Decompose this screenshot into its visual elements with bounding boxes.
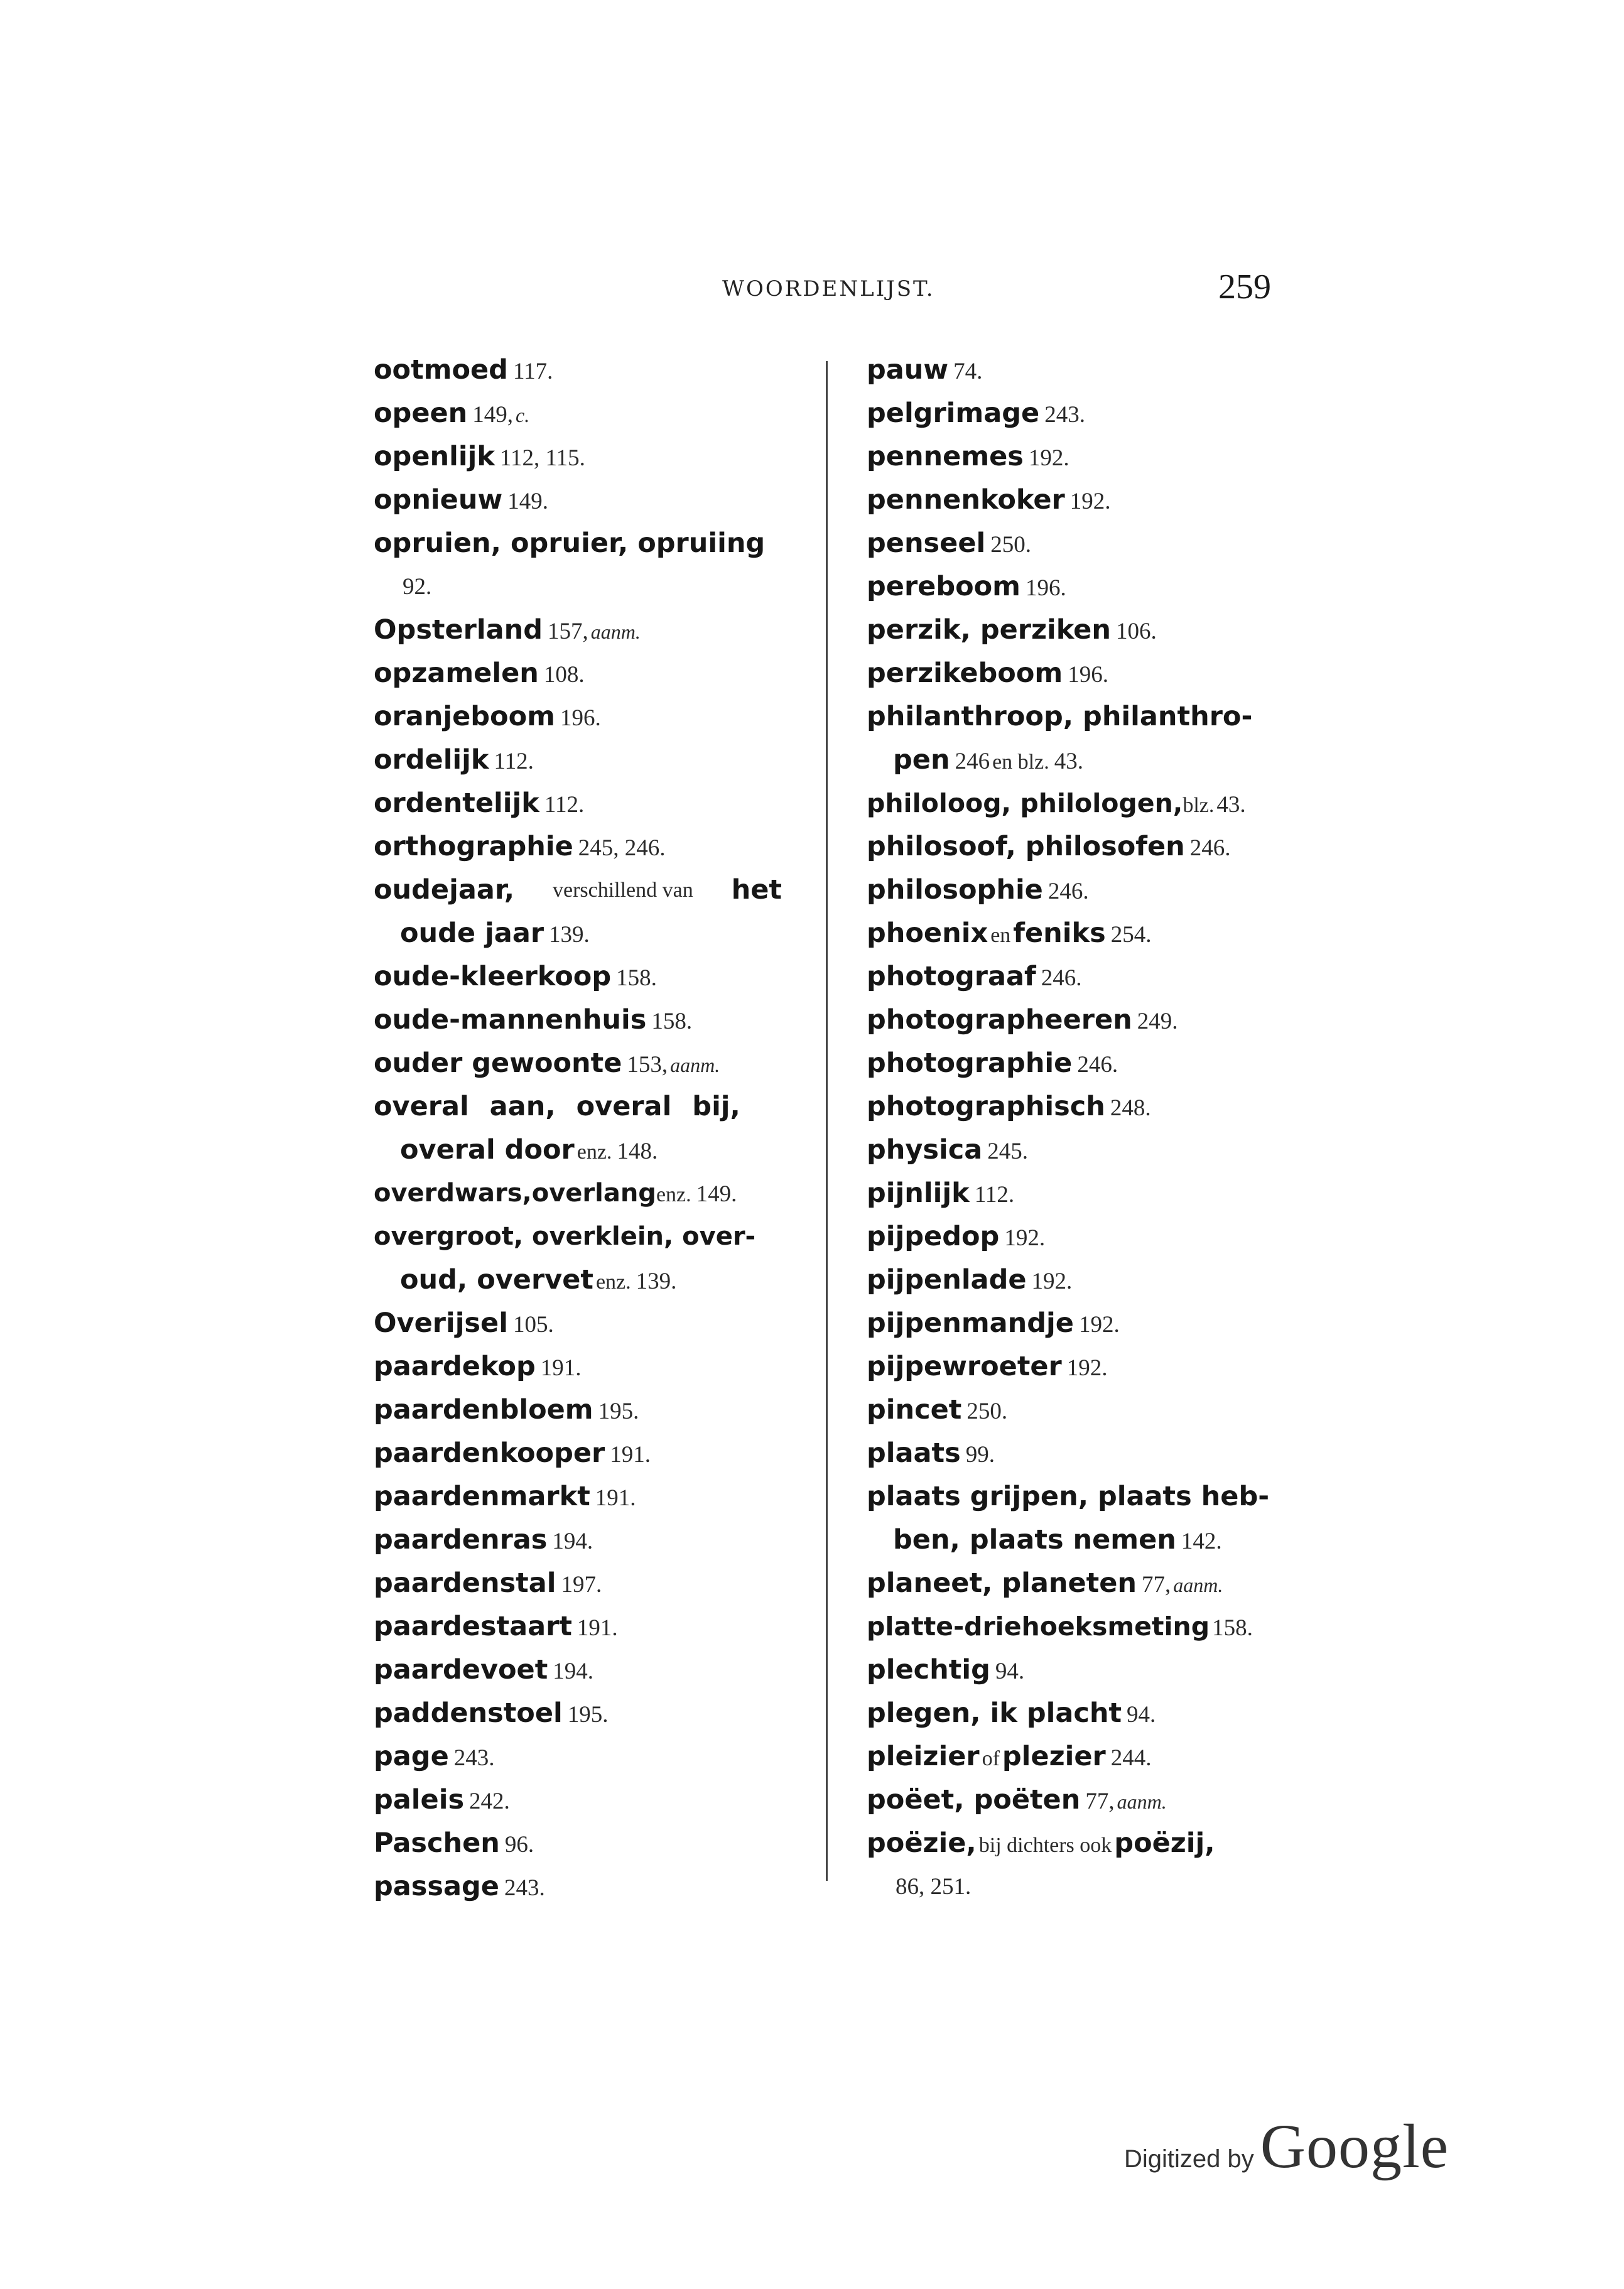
page-ref: 195. <box>598 1399 639 1424</box>
note: bij dichters ook <box>978 1834 1112 1857</box>
headword-part: het <box>731 874 782 906</box>
list-item <box>374 869 782 955</box>
page-ref: 194. <box>552 1529 593 1554</box>
page-ref: 194. <box>553 1659 594 1684</box>
headword-part: pen <box>893 744 950 776</box>
headword: oude-kleerkoop <box>374 961 612 992</box>
headword: Overijsel <box>374 1307 508 1339</box>
headword: poëet, poëten <box>867 1784 1081 1816</box>
list-item <box>374 435 782 479</box>
headword: pennemes <box>867 441 1024 472</box>
list-item <box>867 998 1287 1042</box>
page-ref: 112. <box>494 749 534 774</box>
headword: paleis <box>374 1784 465 1816</box>
headword-part: feniks <box>1013 917 1106 949</box>
list-item <box>867 1302 1287 1345</box>
list-item <box>867 695 1287 782</box>
headword: paardenstal <box>374 1567 556 1599</box>
note: aanm. <box>670 1054 720 1076</box>
list-item <box>867 912 1287 955</box>
headword: oranjeboom <box>374 701 555 732</box>
headword: paardenbloem <box>374 1394 593 1426</box>
list-item <box>374 825 782 869</box>
page-ref: 243. <box>1044 402 1085 428</box>
list-item <box>374 1042 782 1085</box>
headword: pijpedop <box>867 1221 1000 1252</box>
page-ref: 148. <box>617 1139 658 1164</box>
page-ref: 197. <box>561 1572 602 1598</box>
page-ref: 243. <box>504 1875 545 1901</box>
page-ref: 74. <box>953 359 983 384</box>
list-item <box>374 1432 782 1475</box>
page-ref: 139. <box>636 1269 677 1294</box>
page-ref: 92. <box>403 574 432 600</box>
page-ref: 149. <box>696 1181 737 1207</box>
page-ref: 149. <box>507 489 548 514</box>
page-ref: 117. <box>512 359 553 384</box>
list-item <box>867 435 1287 479</box>
list-item <box>374 1692 782 1735</box>
list-item <box>374 1605 782 1648</box>
page-ref: 250. <box>966 1399 1008 1424</box>
page-ref: 244. <box>1110 1745 1152 1771</box>
page-ref: 86, 251. <box>896 1874 972 1900</box>
headword-part: oude jaar <box>400 917 544 949</box>
headword: opzamelen <box>374 657 539 689</box>
page-ref: 192. <box>1004 1225 1046 1251</box>
list-item <box>374 609 782 652</box>
list-item <box>867 1778 1287 1822</box>
list-item <box>374 392 782 435</box>
list-item <box>867 1735 1287 1778</box>
headword: photographeeren <box>867 1004 1132 1036</box>
page-ref: 191. <box>540 1355 582 1381</box>
list-item <box>374 998 782 1042</box>
list-item <box>374 522 782 609</box>
note: enz. <box>595 1270 631 1294</box>
page-number: 259 <box>1218 268 1271 306</box>
headword: paardestaart <box>374 1611 572 1642</box>
page-ref: 43. <box>1054 749 1083 774</box>
list-item <box>867 1042 1287 1085</box>
headword: paardenmarkt <box>374 1481 590 1512</box>
headword: perzikeboom <box>867 657 1063 689</box>
headword: ordentelijk <box>374 787 539 819</box>
list-item <box>867 565 1287 609</box>
headword: pincet <box>867 1394 962 1426</box>
headword: plaats grijpen, plaats heb- <box>867 1481 1270 1512</box>
page-ref: 112. <box>544 792 585 818</box>
page-ref: 254. <box>1110 922 1152 948</box>
left-column <box>374 349 782 1908</box>
headword: Paschen <box>374 1827 500 1859</box>
list-item <box>867 782 1287 825</box>
note: en blz. <box>992 750 1049 774</box>
column-divider <box>826 361 828 1881</box>
list-item <box>867 1432 1287 1475</box>
page-ref: 196. <box>560 705 601 731</box>
headword-part: overal door <box>400 1134 575 1166</box>
headword: pennenkoker <box>867 484 1065 516</box>
page-ref: 158. <box>1212 1615 1253 1641</box>
right-column <box>867 349 1287 1908</box>
page-ref: 158. <box>651 1009 693 1034</box>
headword: paddenstoel <box>374 1697 563 1729</box>
headword: oude-mannenhuis <box>374 1004 647 1036</box>
list-item <box>867 479 1287 522</box>
page-ref: 192. <box>1066 1355 1108 1381</box>
headword: philanthroop, philanthro- <box>867 701 1253 732</box>
headword: ordelijk <box>374 744 489 776</box>
headword: pauw <box>867 354 949 386</box>
page-ref: 94. <box>1127 1702 1156 1728</box>
headword-part: plezier <box>1002 1741 1106 1772</box>
headword: phoenix <box>867 917 988 949</box>
list-item <box>374 1518 782 1562</box>
note: c. <box>516 404 530 426</box>
list-item <box>867 1692 1287 1735</box>
page-ref: 250. <box>990 532 1031 558</box>
headword: orthographie <box>374 831 573 862</box>
page-ref: 243. <box>453 1745 495 1771</box>
headword: perzik, perziken <box>867 614 1111 646</box>
headword: passage <box>374 1871 499 1902</box>
page-ref: 149, <box>472 402 514 428</box>
headword: photographisch <box>867 1091 1105 1122</box>
headword: platte-driehoeksmeting <box>867 1611 1210 1642</box>
headword: penseel <box>867 528 986 559</box>
page-ref: 105. <box>512 1312 554 1338</box>
page-ref: 248. <box>1110 1095 1151 1121</box>
list-item <box>374 652 782 695</box>
note: blz. <box>1183 794 1215 817</box>
headword: pijpewroeter <box>867 1351 1062 1382</box>
list-item <box>867 349 1287 392</box>
note: of <box>982 1747 1000 1770</box>
list-item <box>374 1085 782 1172</box>
list-item <box>867 609 1287 652</box>
headword: ootmoed <box>374 354 508 386</box>
list-item <box>374 1215 782 1302</box>
page-ref: 139. <box>549 922 590 948</box>
page-ref: 192. <box>1031 1269 1073 1294</box>
headword: overgroot, overklein, over- <box>374 1222 756 1251</box>
headword: philosophie <box>867 874 1043 906</box>
page-ref: 157, <box>548 619 588 644</box>
page-ref: 112. <box>974 1182 1015 1208</box>
list-item <box>374 1172 782 1215</box>
list-item <box>374 1388 782 1432</box>
headword: philosoof, philosofen <box>867 831 1185 862</box>
headword: pelgrimage <box>867 398 1040 429</box>
headword: oudejaar, <box>374 874 515 906</box>
list-item <box>867 1258 1287 1302</box>
running-title: WOORDENLIJST. <box>722 276 935 301</box>
list-item <box>867 1822 1287 1908</box>
page-ref: 246. <box>1047 879 1089 904</box>
list-item <box>374 739 782 782</box>
page-ref: 192. <box>1078 1312 1120 1338</box>
headword-part: poëzij, <box>1114 1827 1215 1859</box>
list-item <box>867 1345 1287 1388</box>
list-item <box>867 1562 1287 1605</box>
list-item <box>867 869 1287 912</box>
headword: opruien, opruier, opruiing <box>374 528 766 559</box>
list-item <box>374 1475 782 1518</box>
list-item <box>867 1475 1287 1562</box>
list-item <box>374 955 782 998</box>
list-item <box>867 652 1287 695</box>
page-ref: 195. <box>567 1702 609 1728</box>
google-logo: Google <box>1260 2111 1449 2181</box>
list-item <box>374 1778 782 1822</box>
page-ref: 99. <box>965 1442 995 1468</box>
list-item <box>867 1388 1287 1432</box>
list-item <box>867 1648 1287 1692</box>
page-ref: 192. <box>1028 445 1069 471</box>
headword-part: ben, plaats nemen <box>893 1524 1176 1556</box>
headword: pereboom <box>867 571 1020 602</box>
headword: pijnlijk <box>867 1177 970 1209</box>
list-item <box>867 522 1287 565</box>
headword: paardenras <box>374 1524 548 1556</box>
page-ref: 77, <box>1141 1572 1171 1598</box>
list-item <box>374 349 782 392</box>
headword: plegen, ik placht <box>867 1697 1122 1729</box>
headword: paardenkooper <box>374 1437 605 1469</box>
headword: plaats <box>867 1437 961 1469</box>
headword: planeet, planeten <box>867 1567 1137 1599</box>
headword: photograaf <box>867 961 1036 992</box>
page-ref: 196. <box>1025 575 1066 601</box>
headword: plechtig <box>867 1654 990 1686</box>
note: verschillend van <box>552 879 693 902</box>
list-item <box>867 825 1287 869</box>
page-ref: 112, 115. <box>499 445 585 471</box>
page-ref: 246. <box>1189 835 1231 861</box>
headword: photographie <box>867 1047 1073 1079</box>
note: aanm. <box>1173 1574 1223 1596</box>
page-ref: 94. <box>995 1659 1025 1684</box>
list-item <box>867 1605 1287 1648</box>
headword: opnieuw <box>374 484 503 516</box>
headword: opeen <box>374 398 468 429</box>
page-ref: 142. <box>1181 1529 1222 1554</box>
list-item <box>374 1822 782 1865</box>
list-item <box>374 1735 782 1778</box>
headword: paardekop <box>374 1351 536 1382</box>
headword: overal aan, overal bij, <box>374 1091 740 1122</box>
list-item <box>374 695 782 739</box>
page-ref: 153, <box>627 1052 668 1078</box>
list-item <box>374 1865 782 1908</box>
note: enz. <box>577 1140 612 1164</box>
headword: ouder gewoonte <box>374 1047 622 1079</box>
list-item <box>867 392 1287 435</box>
list-item <box>867 1085 1287 1128</box>
headword: physica <box>867 1134 983 1166</box>
headword: poëzie, <box>867 1827 977 1859</box>
headword: pijpenmandje <box>867 1307 1074 1339</box>
page-ref: 249. <box>1137 1009 1178 1034</box>
list-item <box>374 1562 782 1605</box>
page-ref: 246. <box>1077 1052 1118 1078</box>
page-ref: 191. <box>610 1442 651 1468</box>
page-ref: 246 <box>955 749 990 774</box>
headword: philoloog, philologen, <box>867 788 1183 818</box>
note: enz. <box>656 1183 691 1206</box>
page-ref: 192. <box>1069 489 1111 514</box>
page-ref: 191. <box>577 1615 618 1641</box>
page-ref: 245. <box>987 1139 1029 1164</box>
list-item <box>374 1302 782 1345</box>
headword: pleizier <box>867 1741 980 1772</box>
digitized-by-text: Digitized by <box>1124 2145 1254 2173</box>
list-item <box>374 479 782 522</box>
note: aanm. <box>1117 1790 1167 1813</box>
list-item <box>867 1172 1287 1215</box>
page-ref: 242. <box>469 1788 510 1814</box>
digitized-stamp <box>1124 2110 1449 2182</box>
headword: paardevoet <box>374 1654 548 1686</box>
page-ref: 106. <box>1115 619 1157 644</box>
page-ref: 108. <box>543 662 585 688</box>
headword-part: oud, overvet <box>400 1264 593 1296</box>
list-item <box>374 782 782 825</box>
page-ref: 158. <box>616 965 657 991</box>
list-item <box>867 955 1287 998</box>
headword: pijpenlade <box>867 1264 1027 1296</box>
page-ref: 191. <box>595 1485 636 1511</box>
list-item <box>374 1648 782 1692</box>
note: aanm. <box>590 620 641 643</box>
page-ref: 196. <box>1068 662 1108 688</box>
list-item <box>867 1215 1287 1258</box>
list-item <box>374 1345 782 1388</box>
headword: page <box>374 1741 449 1772</box>
page-ref: 43. <box>1216 792 1246 818</box>
headword: openlijk <box>374 441 495 472</box>
note: en <box>990 924 1011 947</box>
headword: overdwars,overlang <box>374 1179 656 1208</box>
list-item <box>867 1128 1287 1172</box>
headword: Opsterland <box>374 614 543 646</box>
page-ref: 77, <box>1085 1788 1115 1814</box>
page-ref: 245, 246. <box>578 835 666 861</box>
page-ref: 246. <box>1041 965 1082 991</box>
page-ref: 96. <box>504 1832 534 1858</box>
